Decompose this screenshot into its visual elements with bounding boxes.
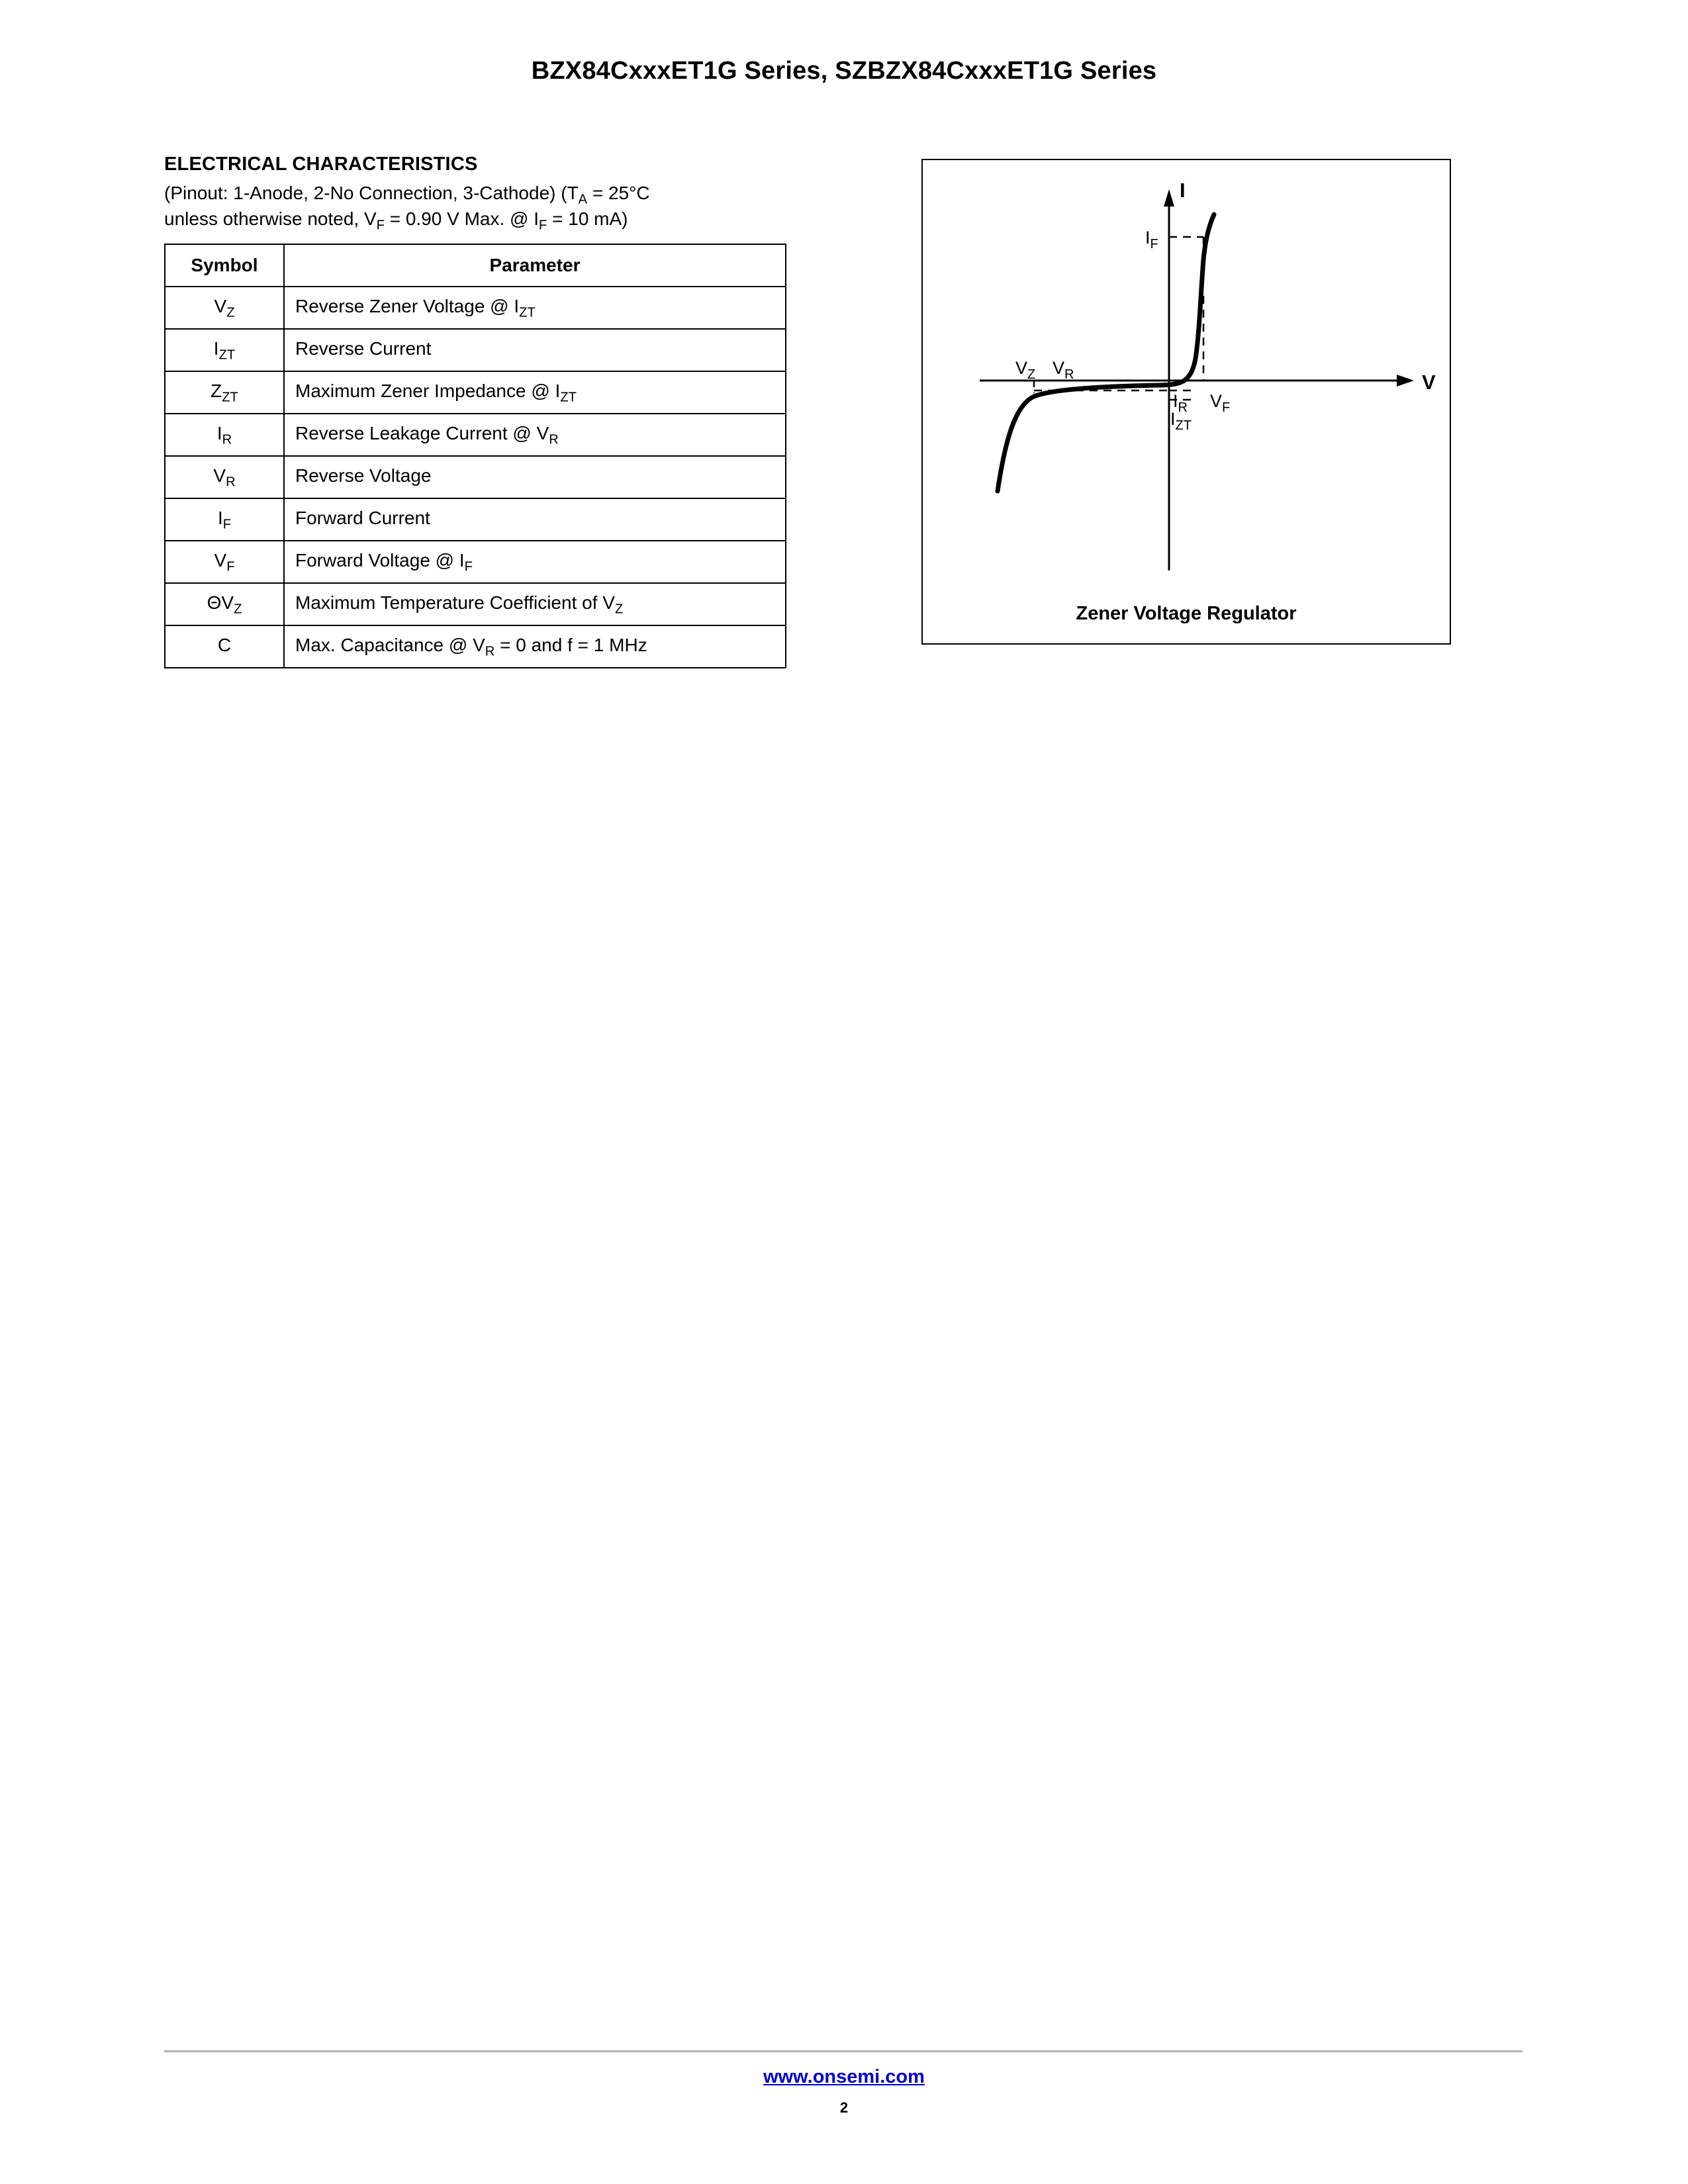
conditions-line-2-sub-2: F (539, 218, 547, 233)
conditions-line-1-sub: A (578, 192, 588, 207)
param-sub: R (485, 644, 495, 659)
param-post: = 0 and f = 1 MHz (494, 635, 647, 656)
figure-caption: Zener Voltage Regulator (1076, 603, 1297, 624)
current-axis-arrow (1164, 189, 1174, 206)
conditions-line-2-mid: = 0.90 V Max. @ I (384, 208, 539, 229)
symbol-sub: Z (226, 305, 235, 320)
cell-symbol (165, 414, 284, 456)
conditions-line-1 (164, 181, 793, 206)
table-row (165, 329, 786, 371)
zener-curve-figure (921, 159, 1451, 645)
cell-parameter (284, 456, 786, 498)
table-row (165, 414, 786, 456)
electrical-characteristics-section (164, 154, 793, 668)
cell-parameter (284, 625, 786, 668)
symbol-main: I (216, 423, 222, 444)
cell-symbol (165, 583, 284, 625)
cell-parameter (284, 329, 786, 371)
cell-parameter (284, 371, 786, 414)
param-pre: Reverse Zener Voltage @ I (295, 296, 520, 317)
table-row (165, 583, 786, 625)
column-header-symbol: Symbol (165, 244, 284, 287)
param-sub: R (549, 432, 559, 447)
page-number: 2 (839, 2099, 849, 2116)
symbol-sub: F (226, 559, 235, 574)
cell-parameter (284, 541, 786, 583)
table-row (165, 498, 786, 541)
symbol-sub: F (222, 517, 232, 532)
symbol-main: ΘV (207, 592, 234, 614)
symbol-main: V (214, 550, 227, 571)
conditions-line-2-post: = 10 mA) (547, 208, 628, 229)
conditions-line-2 (164, 206, 793, 232)
electrical-characteristics-table (164, 244, 786, 668)
param-sub: F (464, 559, 473, 574)
symbol-sub: ZT (222, 390, 238, 405)
conditions-line-2-pre: unless otherwise noted, V (164, 208, 377, 229)
table-row (165, 371, 786, 414)
cell-parameter (284, 498, 786, 541)
column-header-parameter: Parameter (284, 244, 786, 287)
symbol-sub: R (222, 432, 232, 447)
footer-divider (164, 2050, 1523, 2052)
izt-label: $I_{ZT}$ (1170, 409, 1192, 433)
ir-label: $I_R$ (1173, 391, 1188, 415)
param-pre: Maximum Zener Impedance @ I (295, 381, 561, 402)
symbol-main: I (213, 338, 219, 359)
vf-label: $V_F$ (1210, 391, 1231, 415)
cell-symbol (165, 541, 284, 583)
if-label: $I_F$ (1145, 228, 1158, 251)
cell-parameter (284, 583, 786, 625)
voltage-axis-arrow (1397, 375, 1414, 387)
param-sub: Z (614, 602, 624, 617)
cell-symbol (165, 329, 284, 371)
cell-parameter (284, 414, 786, 456)
table-row (165, 625, 786, 668)
current-axis-label: I (1180, 179, 1186, 202)
conditions-line-1-pre: (Pinout: 1-Anode, 2-No Connection, 3-Cathode) (T (164, 183, 579, 203)
cell-symbol (165, 456, 284, 498)
symbol-main: Z (211, 381, 222, 402)
param-pre: Reverse Voltage (295, 465, 432, 486)
iv-characteristic-curve (998, 214, 1214, 491)
conditions-line-2-sub-1: F (376, 218, 385, 233)
symbol-main: V (213, 465, 226, 486)
table-row (165, 456, 786, 498)
symbol-main: V (214, 296, 227, 317)
voltage-axis-label: V (1422, 371, 1436, 394)
symbol-sub: R (226, 475, 236, 490)
table-row (165, 541, 786, 583)
onsemi-website-link[interactable]: www.onsemi.com (763, 2066, 925, 2087)
vz-label: $V_Z$ (1015, 358, 1036, 382)
param-pre: Max. Capacitance @ V (295, 635, 485, 656)
symbol-main: C (217, 635, 232, 656)
symbol-sub: Z (234, 602, 242, 617)
param-pre: Reverse Leakage Current @ V (295, 423, 549, 444)
cell-parameter (284, 287, 786, 329)
conditions-line-1-post: = 25°C (587, 183, 650, 203)
table-row (165, 287, 786, 329)
vr-label: $V_R$ (1053, 358, 1074, 382)
param-sub: ZT (519, 305, 536, 320)
param-sub: ZT (560, 390, 577, 405)
cell-symbol (165, 625, 284, 668)
param-pre: Forward Voltage @ I (295, 550, 465, 571)
section-heading: ELECTRICAL CHARACTERISTICS (164, 154, 478, 175)
symbol-main: I (217, 508, 223, 529)
cell-symbol (165, 498, 284, 541)
cell-symbol (165, 371, 284, 414)
param-pre: Reverse Current (295, 338, 432, 359)
table-header-row (165, 244, 786, 287)
param-pre: Maximum Temperature Coefficient of V (295, 592, 615, 614)
zener-iv-curve-svg (923, 160, 1450, 643)
page-title: BZX84CxxxET1G Series, SZBZX84CxxxET1G Series (531, 57, 1157, 85)
param-pre: Forward Current (295, 508, 430, 529)
cell-symbol (165, 287, 284, 329)
symbol-sub: ZT (218, 347, 236, 363)
